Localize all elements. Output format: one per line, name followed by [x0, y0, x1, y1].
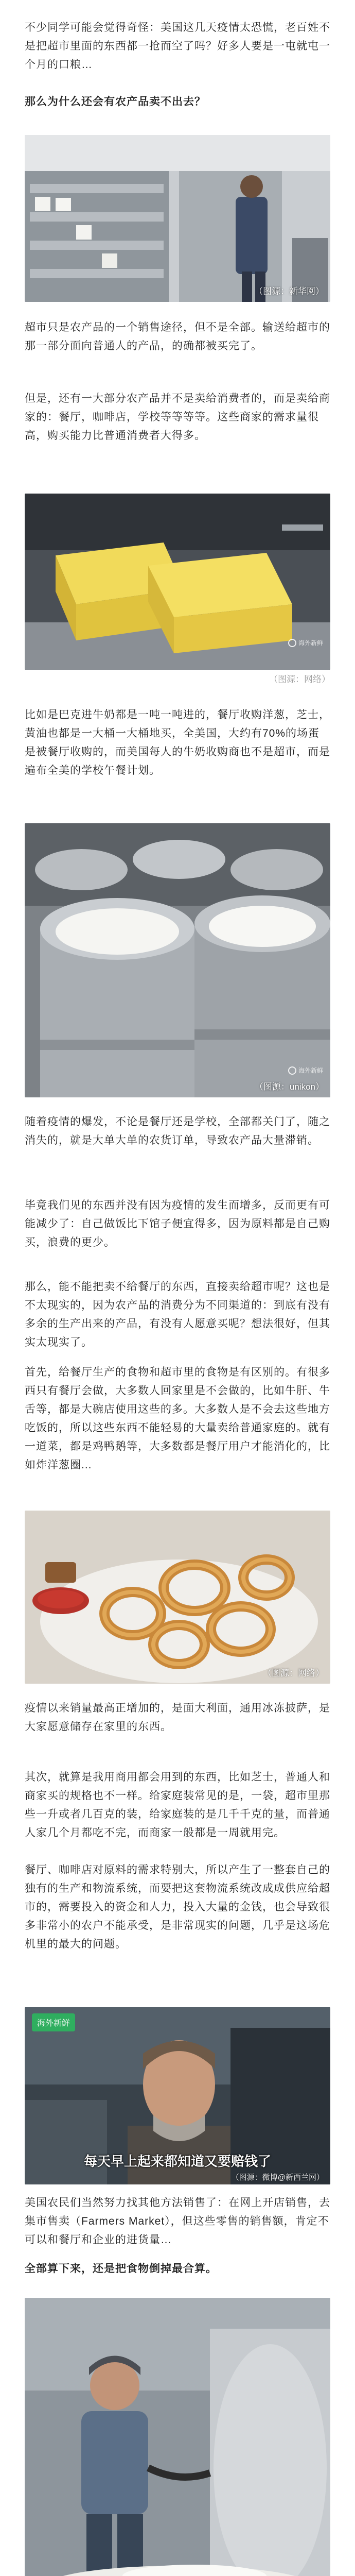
paragraph-sell-to-supermarket: 那么，能不能把卖不给餐厅的东西，直接卖给超市呢？这也是不太现实的，因为农产品的消费分为不同渠道的：到底有没有多余的生产出来的产品，有没有人愿意买呢？想法很好，但其实太现实了。 [25, 1281, 330, 1348]
cheese-photo [25, 494, 330, 670]
cheese-illustration [25, 494, 330, 670]
paragraph-home-cooking: 毕竟我们见的东西并没有因为疫情的发生而增多，反而更有可能减少了：自己做饭比下馆子便宜得多，因为原料都是自己购买，浪费的更少。 [25, 1199, 330, 1248]
onion-rings-illustration [25, 1511, 330, 1684]
paragraph-supermarket: 超市只是农产品的一个销售途径，但不是全部。输送给超市的那一部分面向普通人的产品，的确都被买完了。 [25, 321, 330, 352]
paragraph-logistics: 餐厅、咖啡店对原料的需求特别大，所以产生了一整套自己的独有的生产和物流系统，而要把这套物流系统改成成供应给超市的，需要投入的资金和人力，投入大量的金钱，也会导致很多非常小的农户不能承受，是非常现实的问题，几乎是这场危机里的最大的问题。 [25, 1864, 330, 1950]
paragraph-orders-lost: 随着疫情的爆发，不论是餐厅还是学校，全部都关门了，随之消失的，就是大单大单的农货订单，导致农产品大量滞销。 [25, 1116, 330, 1146]
brand-logo-icon [288, 639, 296, 647]
supermarket-photo [25, 135, 330, 302]
paragraph-difference: 首先，给餐厅生产的食物和超市里的食物是有区别的。有很多西只有餐厅会做，大多数人回家里是不会做的，比如牛肝、牛舌等，都是大碗店使用这些的多。大多数人是不会去这些地方吃饭的，所以这些东西不能轻易的大量卖给普通家庭的。就有一道菜，都是鸡鸭鹅等，大多数都是餐厅用户才能消化的，比如炸洋葱圈... [25, 1366, 330, 1471]
photo-caption: （图源：微博@新西兰网） [231, 2173, 324, 2182]
onion-rings-photo [25, 1511, 330, 1684]
farmer-video-still [25, 2007, 330, 2184]
supermarket-illustration [25, 135, 330, 302]
milk-cans-illustration [25, 823, 330, 1097]
intro-paragraph: 不少同学可能会觉得奇怪：美国这几天疫情太恐慌，老百姓不是把超市里面的东西都一抢而空了吗？好多人要是一屯就屯一个月的口粮… [25, 22, 330, 71]
paragraph-package-size: 其次，就算是我用商用都会用到的东西，比如芝士，普通人和商家买的规格也不一样。给家庭装常见的是，一袋，超市里那些一升或者几百克的装，给家庭装的是几千千克的量，而普通人家几个月都吃不完，而商家一般都是一周就用完。 [25, 1771, 330, 1839]
dumping-milk-illustration [25, 2298, 330, 2576]
watermark-text: 海外新鲜 [298, 639, 323, 647]
milk-cans-photo [25, 823, 330, 1097]
paragraph-top-sellers: 疫情以来销量最高正增加的，是面大利面，通用冰冻披萨，是大家愿意储存在家里的东西。 [25, 1702, 330, 1733]
paragraph-alternatives: 美国农民们当然努力找其他方法销售了：在网上开店销售，去集市售卖（Farmers Market），但这些零售的销售额，肯定不可以和餐厅和企业的进货量… [25, 2197, 330, 2246]
paragraph-bulk-buying: 比如是巴克进牛奶都是一吨一吨进的，餐厅收购洋葱，芝士，黄油也都是一大桶一大桶地买，全美国，大约有70%的场蛋是被餐厅收购的，而美国每人的牛奶收购商也不是超市，而是遍布全美的学校午餐计划。 [25, 709, 330, 776]
conclusion-heading: 全部算下来，还是把食物倒掉最合算。 [25, 2263, 217, 2275]
photo-caption: （图源：网络） [269, 674, 330, 684]
photo-caption: （图源：unikon） [254, 1082, 324, 1092]
green-logo-badge: 海外新鲜 [32, 2013, 75, 2031]
watermark-mark [288, 1066, 323, 1075]
brand-logo-icon [288, 1066, 296, 1075]
video-subtitle: 每天早上起来都知道又要赔钱了 [83, 2154, 271, 2169]
photo-caption: （图源：网络） [263, 1668, 324, 1678]
paragraph-businesses: 但是，还有一大部分农产品并不是卖给消费者的，而是卖给商家的：餐厅，咖啡店，学校等等等等。这些商家的需求量很高，购买能力比普通消费者大得多。 [25, 393, 330, 442]
watermark-mark [288, 638, 323, 647]
photo-caption: （图源：新华网） [254, 286, 324, 296]
question-heading: 那么为什么还会有农产品卖不出去？ [25, 96, 206, 108]
dumping-milk-photo [25, 2298, 330, 2576]
watermark-text: 海外新鲜 [298, 1067, 323, 1074]
